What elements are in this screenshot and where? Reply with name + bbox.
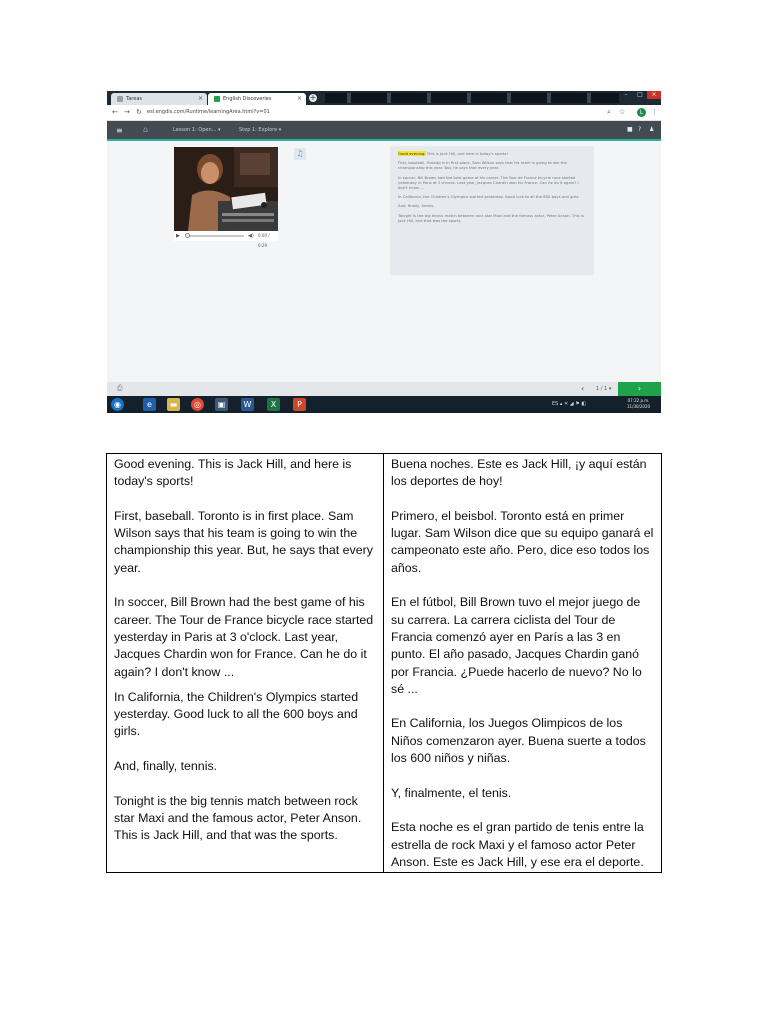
back-icon[interactable]: ←: [112, 108, 118, 116]
bookmark-star-icon[interactable]: ☆: [619, 108, 626, 116]
square-icon[interactable]: ■: [627, 126, 633, 133]
embedded-screenshot: [107, 91, 661, 413]
page-indicator[interactable]: 1 / 1 ▾: [596, 386, 612, 392]
highlighted-phrase[interactable]: Good evening.: [398, 151, 426, 156]
english-paragraph: In soccer, Bill Brown had the best game of his career. The Tour de France bicycle race started yesterday in Paris at 3 o'clock. Last year, Jacques Chardin won for France. Can he do it again? I don't know ...: [114, 595, 374, 679]
player-controls: [174, 231, 278, 248]
transcript-line: In soccer, Bill Brown had the best game of his career. The Tour de France bicycle race started yesterday in Paris at 3 o'clock. Last year, Jacques Chardin won for France. Can he do it again? I don't know ...: [398, 174, 579, 191]
video-player: [174, 147, 278, 248]
spanish-paragraph: Esta noche es el gran partido de tenis entre la estrella de rock Maxi y el famoso actor Peter Anson. Este es Jack Hill, y ese era el deporte.: [391, 820, 644, 869]
spanish-paragraph: En California, los Juegos Olimpicos de los Niños comenzaron ayer. Buena suerte a todos los 600 niños y niñas.: [391, 716, 646, 766]
spanish-paragraph: Primero, el beisbol. Toronto está en primer lugar. Sam Wilson dice que su equipo ganará el campeonato este año. Pero, dice eso todos los años.: [391, 508, 654, 575]
zoom-icon[interactable]: ⌕: [607, 108, 611, 116]
tab-label: Tareas: [126, 96, 142, 102]
spanish-paragraph: En el fútbol, Bill Brown tuvo el mejor juego de su carrera. La carrera ciclista del Tour de Francia comenzó ayer en París a las 3 en punto. El año pasado, Jacques Chardin ganó por Francia. ¿Puede hacerlo de nuevo? No lo sé ...: [391, 595, 642, 696]
profile-avatar[interactable]: L: [637, 108, 646, 117]
tareas-favicon-icon: [117, 96, 123, 102]
help-icon[interactable]: ?: [638, 126, 642, 133]
english-discoveries-favicon-icon: [214, 96, 220, 102]
app-header: [107, 121, 661, 141]
english-paragraph: First, baseball. Toronto is in first place. Sam Wilson says that his team is going to win the championship this year. But, he says that every year.: [114, 508, 373, 575]
browser-menu-icon[interactable]: ⋮: [651, 108, 658, 116]
spanish-column: [384, 454, 661, 872]
close-window-icon[interactable]: ×: [647, 91, 661, 99]
browser-tab-bar: [107, 91, 661, 105]
clock-date: 11/30/2020: [627, 404, 651, 409]
english-paragraph: Tonight is the big tennis match between rock star Maxi and the famous actor, Peter Anson. This is Jack Hill, and that was the sports.: [114, 793, 362, 843]
english-column: [107, 454, 384, 872]
tab-tareas[interactable]: [111, 93, 207, 105]
transcript-text: This is Jack Hill, and here is today's sports!: [425, 151, 509, 156]
next-button[interactable]: ›: [618, 382, 661, 396]
windows-taskbar: [107, 396, 661, 413]
print-icon[interactable]: ⎙: [117, 384, 123, 392]
chrome-icon[interactable]: ◎: [191, 398, 204, 411]
internet-explorer-icon[interactable]: e: [143, 398, 156, 411]
hamburger-menu-icon[interactable]: ≡: [116, 126, 123, 135]
progress-bar[interactable]: [186, 235, 244, 237]
transcript-line: [398, 151, 586, 156]
start-button-icon[interactable]: ◉: [111, 398, 124, 411]
lesson-dropdown-label: Lesson 1: Open...: [173, 127, 217, 133]
video-frame[interactable]: [174, 147, 278, 231]
time-readout: 0:00 / 0:29: [258, 233, 270, 248]
url-input[interactable]: esl.engdis.com/Runtime/learningArea.html?v=01: [147, 109, 270, 115]
new-tab-button[interactable]: +: [309, 93, 317, 102]
desktop-background-strip: [325, 93, 619, 103]
word-icon[interactable]: W: [241, 398, 254, 411]
forward-icon[interactable]: →: [124, 108, 130, 116]
file-explorer-icon[interactable]: ▬: [167, 398, 180, 411]
step-dropdown[interactable]: Step 1: Explore ▾: [239, 127, 282, 133]
page-number: 1 / 1: [596, 386, 608, 392]
bilingual-table: [106, 453, 662, 873]
system-tray: ES ▴ ✕ ◢ ⚑ ◧: [552, 401, 587, 407]
home-icon[interactable]: ⌂: [143, 125, 149, 134]
excel-icon[interactable]: X: [267, 398, 280, 411]
clock-time: 07:22 p.m.: [627, 398, 650, 403]
app-footer: [107, 382, 661, 396]
transcript-line: First, baseball. Toronto is in first place. Sam Wilson says that his team is going to win the championship this year. But, he says that every year.: [398, 160, 567, 171]
spanish-paragraph: Buena noches. Este es Jack Hill, ¡y aquí están los deportes de hoy!: [391, 457, 647, 489]
taskbar-clock[interactable]: [627, 398, 650, 410]
tab-english-discoveries[interactable]: [208, 93, 306, 105]
previous-icon[interactable]: ‹: [581, 384, 585, 393]
transcript-line: In California, the Children's Olympics started yesterday. Good luck to all the 600 boys and girls.: [398, 194, 580, 200]
step-dropdown-label: Step 1: Explore: [239, 127, 278, 133]
reload-icon[interactable]: ↻: [136, 108, 142, 116]
close-tab-icon[interactable]: ×: [296, 95, 302, 102]
english-paragraph: In California, the Children's Olympics started yesterday. Good luck to all the 600 boys and girls.: [114, 689, 359, 739]
volume-icon[interactable]: ◀): [248, 233, 254, 239]
english-paragraph: Good evening. This is Jack Hill, and here is today's sports!: [114, 457, 352, 489]
transcript-line: Tonight is the big tennis match between rock star Maxi and the famous actor, Peter Anson. This is Jack Hill, and that was the sports.: [398, 212, 584, 223]
address-bar: [107, 105, 661, 121]
transcript-line: And, finally, tennis.: [398, 203, 435, 209]
minimize-icon[interactable]: –: [624, 91, 628, 98]
language-indicator[interactable]: ES: [552, 401, 559, 407]
english-paragraph: And, finally, tennis.: [114, 759, 218, 774]
maximize-icon[interactable]: □: [637, 91, 643, 98]
transcript-panel: [390, 146, 594, 275]
radio-host-image: [174, 147, 278, 231]
progress-handle[interactable]: [185, 233, 190, 238]
transcript-toggle-icon[interactable]: ♫: [294, 148, 306, 160]
media-player-icon[interactable]: ▣: [215, 398, 228, 411]
spanish-paragraph: Y, finalmente, el tenis.: [391, 785, 512, 800]
tab-label: English Discoveries: [223, 96, 272, 102]
powerpoint-icon[interactable]: P: [293, 398, 306, 411]
user-icon[interactable]: ♟: [649, 126, 655, 133]
play-icon[interactable]: ▶: [176, 233, 180, 239]
close-tab-icon[interactable]: ×: [197, 95, 203, 102]
lesson-dropdown[interactable]: Lesson 1: Open... ▾: [173, 127, 221, 133]
